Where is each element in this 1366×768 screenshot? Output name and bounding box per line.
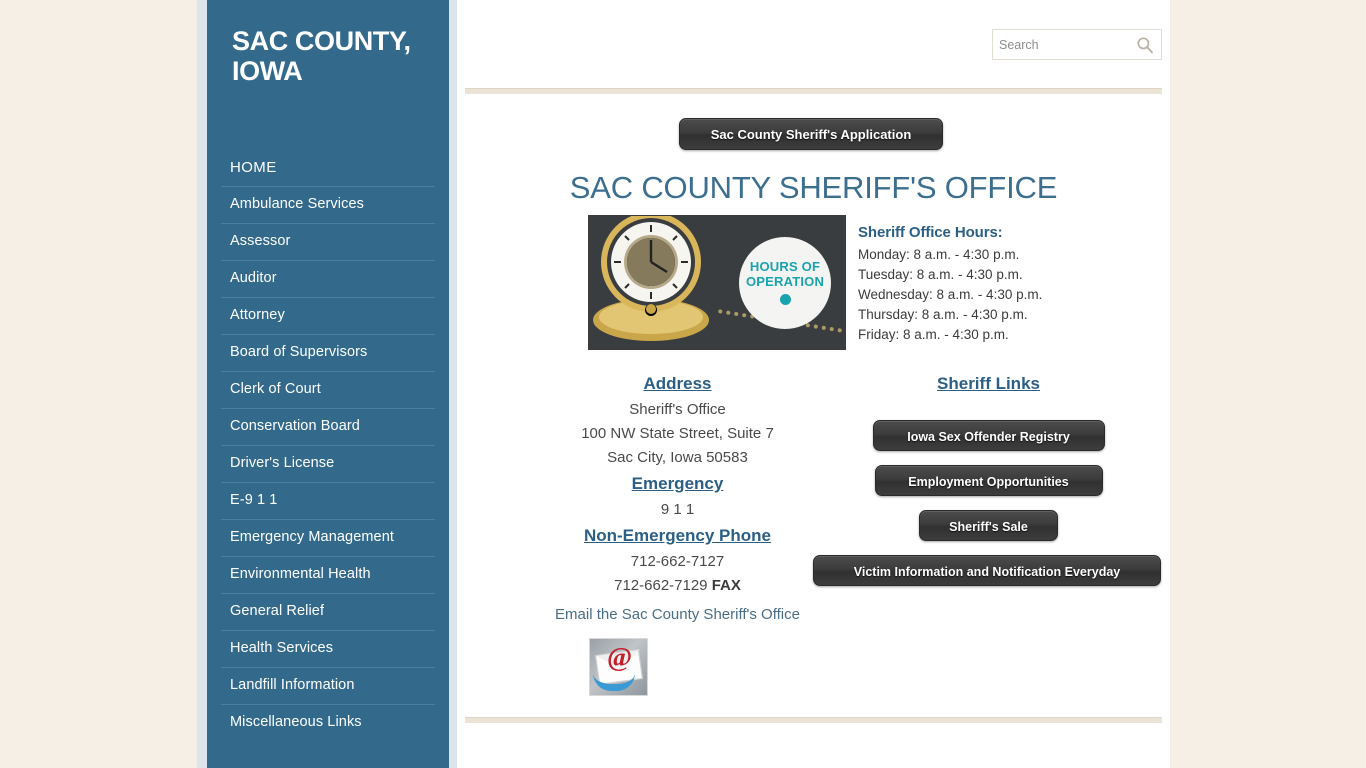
hours-badge-line1: HOURS OF bbox=[749, 259, 821, 274]
sidebar-item-drivers-license[interactable]: Driver's License bbox=[221, 445, 435, 482]
emergency-number: 9 1 1 bbox=[660, 501, 695, 518]
pocket-watch-icon bbox=[588, 215, 739, 350]
arrow-swoosh-icon bbox=[593, 673, 635, 691]
address-line-office: Sheriff's Office bbox=[629, 401, 726, 418]
hours-row-friday: Friday: 8 a.m. - 4:30 p.m. bbox=[858, 327, 1009, 342]
office-hours-block bbox=[858, 224, 1158, 345]
link-victim-information-notification[interactable]: Victim Information and Notification Everyday bbox=[813, 555, 1161, 586]
hours-of-operation-image bbox=[588, 215, 846, 350]
sidebar bbox=[207, 0, 449, 768]
address-line-city: Sac City, Iowa 50583 bbox=[607, 449, 748, 466]
sidebar-item-landfill-information[interactable]: Landfill Information bbox=[221, 667, 435, 704]
non-emergency-phone: 712-662-7127 bbox=[630, 553, 725, 570]
hours-badge bbox=[739, 237, 831, 329]
page-title: SAC COUNTY SHERIFF'S OFFICE bbox=[569, 170, 1058, 205]
main-content bbox=[457, 0, 1170, 768]
sidebar-item-assessor[interactable]: Assessor bbox=[221, 223, 435, 260]
non-emergency-heading[interactable]: Non-Emergency Phone bbox=[583, 526, 772, 545]
sidebar-item-clerk-of-court[interactable]: Clerk of Court bbox=[221, 371, 435, 408]
office-hours-heading: Sheriff Office Hours: bbox=[858, 224, 1003, 241]
search-box bbox=[992, 29, 1162, 60]
search-icon[interactable] bbox=[1136, 36, 1154, 54]
sidebar-item-general-relief[interactable]: General Relief bbox=[221, 593, 435, 630]
address-block bbox=[535, 374, 820, 598]
divider-top bbox=[465, 88, 1162, 94]
sidebar-item-home[interactable]: HOME bbox=[230, 159, 277, 177]
email-icon[interactable] bbox=[589, 638, 648, 696]
hours-row-tuesday: Tuesday: 8 a.m. - 4:30 p.m. bbox=[858, 267, 1023, 282]
sidebar-item-attorney[interactable]: Attorney bbox=[221, 297, 435, 334]
link-iowa-sex-offender-registry[interactable]: Iowa Sex Offender Registry bbox=[873, 420, 1105, 451]
sidebar-item-miscellaneous-links[interactable]: Miscellaneous Links bbox=[221, 704, 435, 741]
sidebar-item-auditor[interactable]: Auditor bbox=[221, 260, 435, 297]
search-input[interactable] bbox=[993, 30, 1135, 59]
at-symbol-icon: @ bbox=[607, 642, 633, 672]
sheriff-application-button[interactable]: Sac County Sheriff's Application bbox=[679, 118, 943, 150]
sidebar-item-board-of-supervisors[interactable]: Board of Supervisors bbox=[221, 334, 435, 371]
sidebar-item-health-services[interactable]: Health Services bbox=[221, 630, 435, 667]
sidebar-item-e911[interactable]: E-9 1 1 bbox=[221, 482, 435, 519]
sidebar-item-ambulance-services[interactable]: Ambulance Services bbox=[221, 186, 435, 223]
fax-number: 712-662-7129 bbox=[614, 577, 712, 594]
site-title: SAC COUNTY, IOWA bbox=[232, 26, 411, 87]
sidebar-container bbox=[197, 0, 457, 768]
fax-row bbox=[535, 574, 820, 598]
hours-badge-line2: OPERATION bbox=[745, 274, 825, 289]
email-link[interactable]: Email the Sac County Sheriff's Office bbox=[555, 606, 800, 623]
sidebar-item-environmental-health[interactable]: Environmental Health bbox=[221, 556, 435, 593]
sidebar-item-emergency-management[interactable]: Emergency Management bbox=[221, 519, 435, 556]
sidebar-item-conservation-board[interactable]: Conservation Board bbox=[221, 408, 435, 445]
sidebar-nav bbox=[207, 156, 449, 741]
badge-dot-icon bbox=[780, 294, 791, 305]
hours-row-thursday: Thursday: 8 a.m. - 4:30 p.m. bbox=[858, 307, 1028, 322]
link-employment-opportunities[interactable]: Employment Opportunities bbox=[875, 465, 1103, 496]
address-line-street: 100 NW State Street, Suite 7 bbox=[581, 425, 774, 442]
hours-row-wednesday: Wednesday: 8 a.m. - 4:30 p.m. bbox=[858, 287, 1043, 302]
emergency-heading[interactable]: Emergency bbox=[631, 474, 724, 493]
fax-label: FAX bbox=[711, 577, 741, 594]
divider-bottom bbox=[465, 717, 1162, 723]
address-heading[interactable]: Address bbox=[643, 374, 712, 393]
sheriff-links-heading[interactable]: Sheriff Links bbox=[937, 374, 1040, 393]
sheriff-links-block bbox=[807, 374, 1170, 600]
hours-row-monday: Monday: 8 a.m. - 4:30 p.m. bbox=[858, 247, 1020, 262]
search-row bbox=[992, 29, 1162, 60]
link-sheriffs-sale[interactable]: Sheriff's Sale bbox=[919, 510, 1058, 541]
